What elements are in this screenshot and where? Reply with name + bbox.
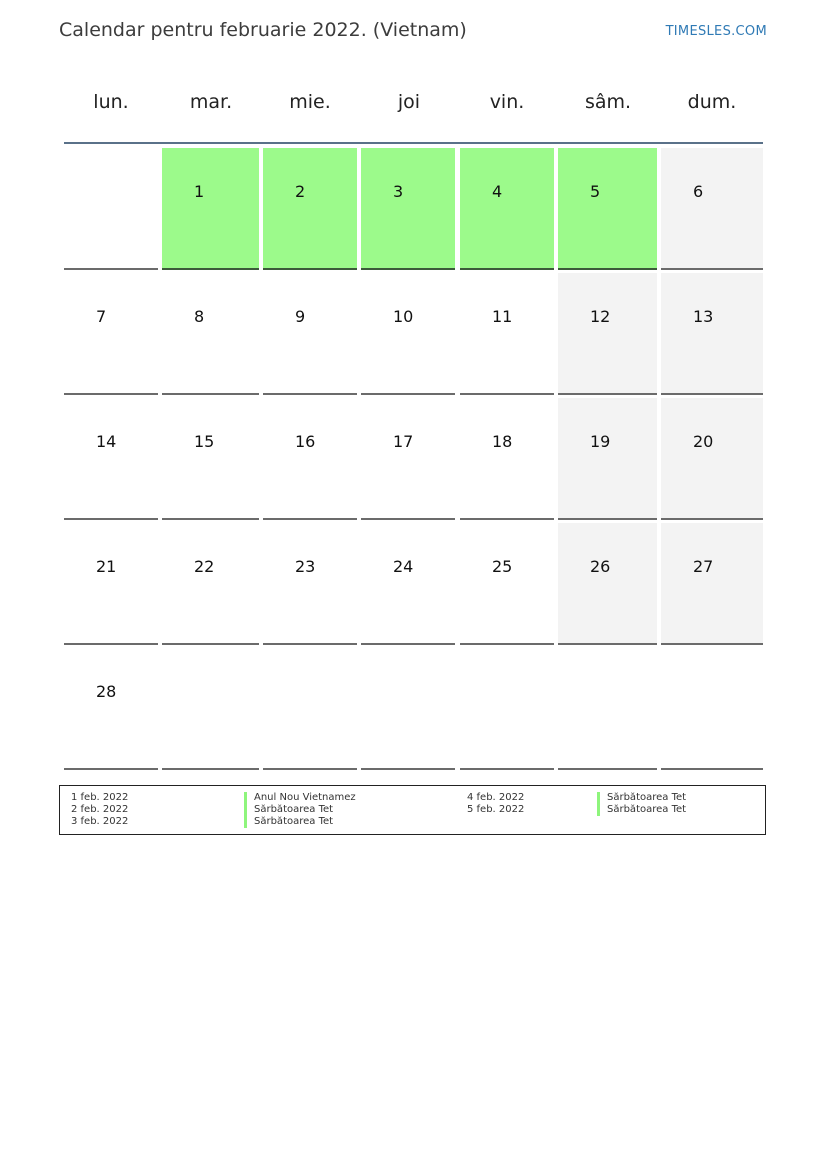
day-number: 8 [194, 307, 205, 326]
day-cell[interactable] [558, 398, 657, 520]
day-cell[interactable] [263, 148, 357, 270]
day-cell[interactable] [162, 273, 259, 395]
day-number: 2 [295, 182, 306, 201]
day-cell[interactable] [661, 523, 763, 645]
day-number: 20 [693, 432, 714, 451]
day-cell[interactable] [558, 273, 657, 395]
day-cell[interactable] [64, 523, 158, 645]
day-number: 14 [96, 432, 117, 451]
day-cell[interactable] [361, 273, 455, 395]
day-cell[interactable] [661, 398, 763, 520]
day-number: 3 [393, 182, 404, 201]
day-cell[interactable] [64, 398, 158, 520]
day-number: 4 [492, 182, 503, 201]
day-cell[interactable] [162, 148, 259, 270]
legend-holiday-name: Sărbătoarea Tet [597, 792, 686, 804]
weekday-label: mie. [289, 91, 331, 113]
day-cell[interactable] [162, 398, 259, 520]
day-number: 28 [96, 682, 117, 701]
day-number: 5 [590, 182, 601, 201]
legend-date: 5 feb. 2022 [467, 804, 525, 815]
empty-day-cell [460, 648, 554, 770]
empty-day-cell [162, 648, 259, 770]
day-number: 9 [295, 307, 306, 326]
day-cell[interactable] [361, 523, 455, 645]
weekday-label: mar. [189, 91, 233, 113]
empty-day-cell [661, 648, 763, 770]
day-number: 24 [393, 557, 414, 576]
weekday-label: vin. [489, 91, 525, 113]
day-number: 23 [295, 557, 316, 576]
legend-date: 1 feb. 2022 [71, 792, 129, 803]
day-number: 6 [693, 182, 704, 201]
day-number: 13 [693, 307, 714, 326]
weekday-label: lun. [93, 91, 129, 113]
day-number: 16 [295, 432, 316, 451]
day-number: 22 [194, 557, 215, 576]
day-number: 18 [492, 432, 513, 451]
empty-day-cell [64, 148, 158, 270]
header-divider [64, 142, 763, 144]
legend-date: 2 feb. 2022 [71, 804, 129, 815]
day-cell[interactable] [263, 523, 357, 645]
day-cell[interactable] [558, 148, 657, 270]
day-cell[interactable] [460, 523, 554, 645]
brand-link[interactable]: TIMESLES.COM [665, 24, 767, 39]
day-cell[interactable] [263, 273, 357, 395]
day-number: 15 [194, 432, 215, 451]
day-number: 27 [693, 557, 714, 576]
weekday-label: sâm. [584, 91, 632, 113]
legend-date: 3 feb. 2022 [71, 816, 129, 827]
day-number: 1 [194, 182, 205, 201]
page-title: Calendar pentru februarie 2022. (Vietnam) [59, 19, 467, 41]
day-number: 25 [492, 557, 513, 576]
empty-day-cell [558, 648, 657, 770]
day-number: 19 [590, 432, 611, 451]
legend-holiday-name: Anul Nou Vietnamez [244, 792, 356, 804]
day-cell[interactable] [661, 273, 763, 395]
day-number: 26 [590, 557, 611, 576]
day-number: 21 [96, 557, 117, 576]
day-cell[interactable] [558, 523, 657, 645]
day-number: 17 [393, 432, 414, 451]
weekday-label: joi [397, 91, 421, 113]
empty-day-cell [361, 648, 455, 770]
day-cell[interactable] [64, 648, 158, 770]
legend-holiday-name: Sărbătoarea Tet [244, 804, 333, 816]
day-number: 11 [492, 307, 513, 326]
day-cell[interactable] [361, 148, 455, 270]
holiday-legend [59, 785, 766, 835]
legend-holiday-name: Sărbătoarea Tet [244, 816, 333, 828]
weekday-label: dum. [687, 91, 737, 113]
legend-date: 4 feb. 2022 [467, 792, 525, 803]
day-cell[interactable] [661, 148, 763, 270]
legend-holiday-name: Sărbătoarea Tet [597, 804, 686, 816]
day-number: 10 [393, 307, 414, 326]
day-cell[interactable] [263, 398, 357, 520]
day-cell[interactable] [361, 398, 455, 520]
day-cell[interactable] [64, 273, 158, 395]
day-cell[interactable] [162, 523, 259, 645]
day-number: 12 [590, 307, 611, 326]
day-number: 7 [96, 307, 107, 326]
day-cell[interactable] [460, 148, 554, 270]
day-cell[interactable] [460, 398, 554, 520]
empty-day-cell [263, 648, 357, 770]
day-cell[interactable] [460, 273, 554, 395]
